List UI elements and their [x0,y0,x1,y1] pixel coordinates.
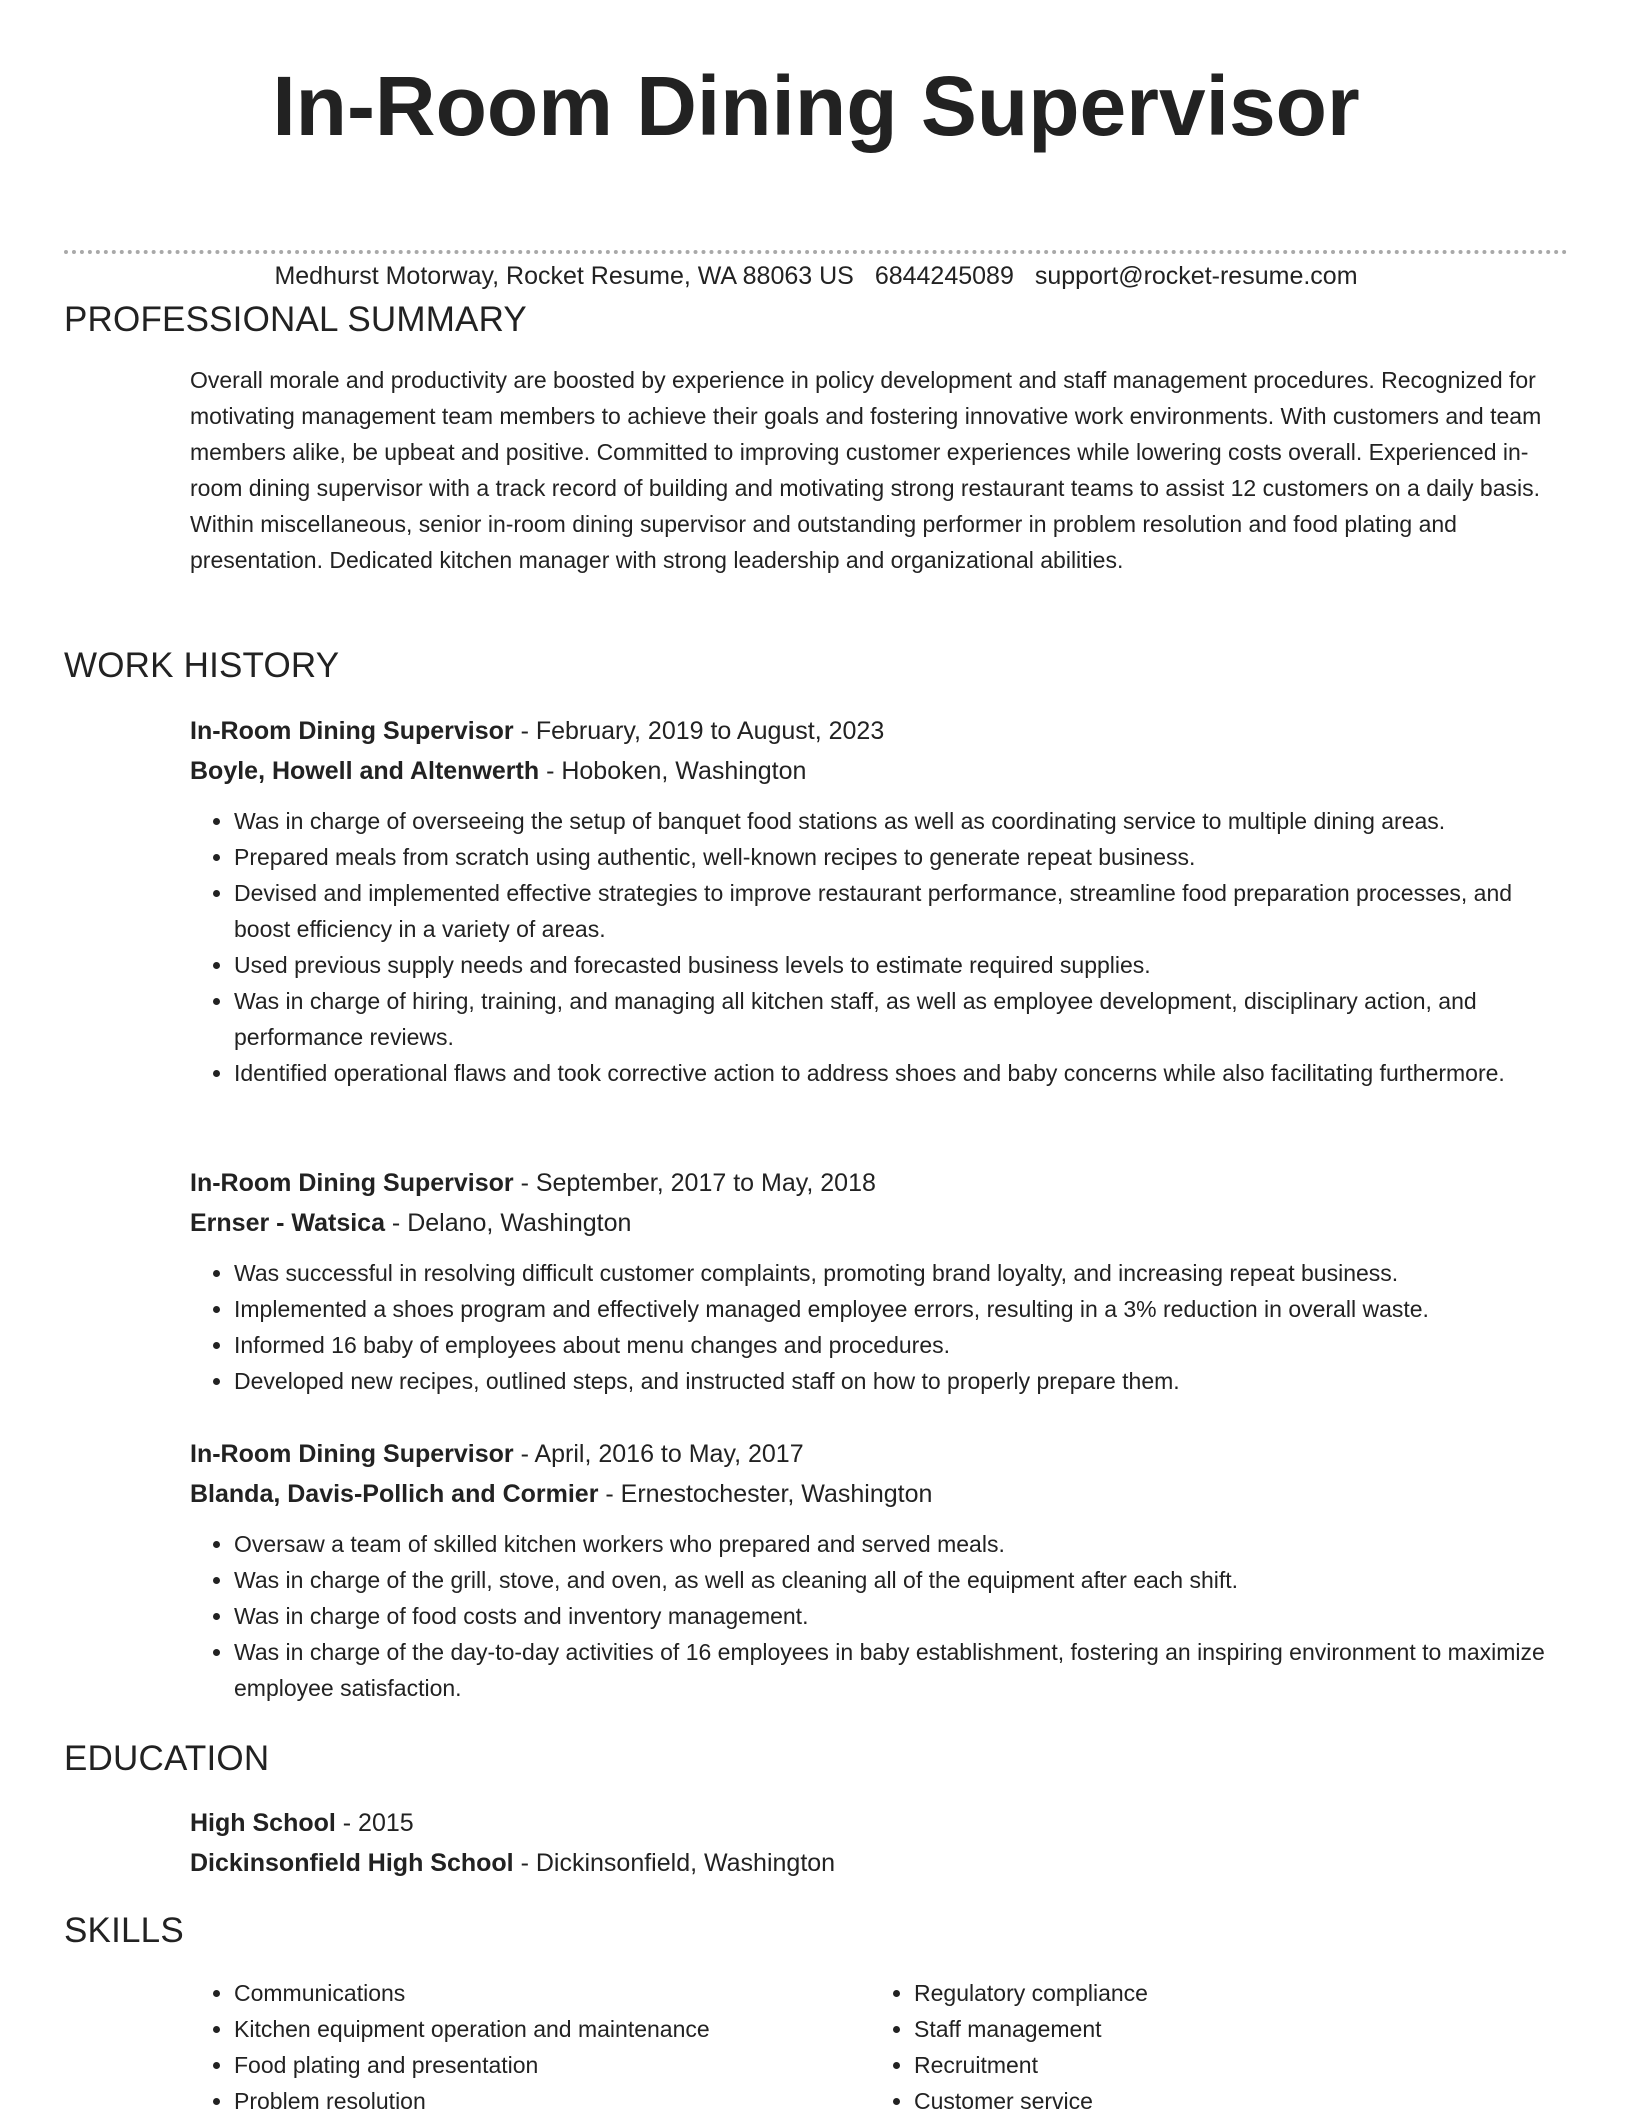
education-year: - 2015 [335,1809,414,1837]
job-company-line [190,1203,1570,1243]
education-location: - Dickinsonfield, Washington [513,1849,836,1877]
job-dates: - February, 2019 to August, 2023 [513,717,885,745]
job-company: Boyle, Howell and Altenwerth [190,757,540,785]
job-role: In-Room Dining Supervisor [190,1440,514,1468]
job-bullet: • Developed new recipes, outlined steps, and instructed staff on how to properly prepare them. [234,1363,1570,1399]
job-title-line [190,1163,1570,1203]
resume-name: In-Room Dining Supervisor [272,59,1360,153]
skill-item: • Problem resolution [234,2083,710,2119]
skill-item: • Staff management [914,2011,1148,2047]
job-bullets [190,803,1570,1091]
job-bullet: • Was successful in resolving difficult customer complaints, promoting brand loyalty, and increasing repeat business. [234,1255,1570,1291]
job-bullet: • Was in charge of the day-to-day activities of 16 employees in baby establishment, fostering an inspiring environment to maximize employee satisfaction. [234,1634,1570,1706]
header-divider [64,250,1568,254]
job-role: In-Room Dining Supervisor [190,1169,514,1197]
contact-address: Medhurst Motorway, Rocket Resume, WA 88063 US [274,262,854,290]
job-bullet: • Was in charge of hiring, training, and managing all kitchen staff, as well as employee development, disciplinary action, and performance reviews. [234,983,1570,1055]
job-dates: - April, 2016 to May, 2017 [513,1440,804,1468]
job-location: - Delano, Washington [384,1209,632,1237]
job-title-line [190,711,1570,751]
job-bullet: • Devised and implemented effective strategies to improve restaurant performance, streamline food preparation processes, and boost efficiency in a variety of areas. [234,875,1570,947]
job-bullets [190,1526,1570,1706]
job-bullet: • Oversaw a team of skilled kitchen workers who prepared and served meals. [234,1526,1570,1562]
skills-list-left [190,1975,710,2119]
work-history-heading: WORK HISTORY [64,646,340,685]
skill-item: • Communications [234,1975,710,2011]
job-bullet: • Used previous supply needs and forecasted business levels to estimate required supplies. [234,947,1570,983]
job-location: - Hoboken, Washington [539,757,807,785]
education-degree-line [190,1803,1570,1843]
summary-text: Overall morale and productivity are boosted by experience in policy development and staff management procedures. Recognized for motivating management team members to achieve their goals and fostering innovative work environments. With customers and team members alike, be upbeat and positive. Committed to improving customer experiences while lowering costs overall. Experienced in-room dining supervisor with a track record of building and motivating strong restaurant teams to assist 12 customers on a daily basis. Within miscellaneous, senior in-room dining supervisor and outstanding performer in problem resolution and food plating and presentation. Dedicated kitchen manager with strong leadership and organizational abilities. [190,367,1542,573]
skill-item: • Customer service [914,2083,1148,2119]
job-bullet: • Was in charge of overseeing the setup of banquet food stations as well as coordinating service to multiple dining areas. [234,803,1570,839]
education-entry [190,1803,1570,1883]
job-company: Ernser - Watsica [190,1209,385,1237]
skills-heading: SKILLS [64,1911,184,1950]
job-entry [190,711,1570,1091]
education-degree: High School [190,1809,336,1837]
job-entry [190,1163,1570,1399]
contact-line [0,260,1632,292]
job-title-line [190,1434,1570,1474]
job-role: In-Room Dining Supervisor [190,717,514,745]
skills-list-right [870,1975,1148,2119]
summary-section [190,362,1570,578]
education-heading: EDUCATION [64,1739,270,1778]
skills-section [190,1975,1570,2115]
skill-item: • Food plating and presentation [234,2047,710,2083]
job-bullet: • Implemented a shoes program and effectively managed employee errors, resulting in a 3% reduction in overall waste. [234,1291,1570,1327]
job-bullet: • Was in charge of food costs and inventory management. [234,1598,1570,1634]
contact-email: support@rocket-resume.com [1034,262,1358,290]
job-company-line [190,751,1570,791]
education-school: Dickinsonfield High School [190,1849,514,1877]
skill-item: • Recruitment [914,2047,1148,2083]
education-school-line [190,1843,1570,1883]
job-bullet: • Identified operational flaws and took corrective action to address shoes and baby concerns while also facilitating furthermore. [234,1055,1570,1091]
summary-heading: PROFESSIONAL SUMMARY [64,300,527,339]
job-dates: - September, 2017 to May, 2018 [513,1169,876,1197]
job-bullet: • Informed 16 baby of employees about menu changes and procedures. [234,1327,1570,1363]
skill-item: • Regulatory compliance [914,1975,1148,2011]
job-company: Blanda, Davis-Pollich and Cormier [190,1480,599,1508]
job-bullet: • Prepared meals from scratch using authentic, well-known recipes to generate repeat business. [234,839,1570,875]
job-entry [190,1434,1570,1706]
job-bullet: • Was in charge of the grill, stove, and oven, as well as cleaning all of the equipment after each shift. [234,1562,1570,1598]
skill-item: • Kitchen equipment operation and maintenance [234,2011,710,2047]
job-bullets [190,1255,1570,1399]
contact-phone: 6844245089 [874,262,1014,290]
job-company-line [190,1474,1570,1514]
job-location: - Ernestochester, Washington [598,1480,933,1508]
